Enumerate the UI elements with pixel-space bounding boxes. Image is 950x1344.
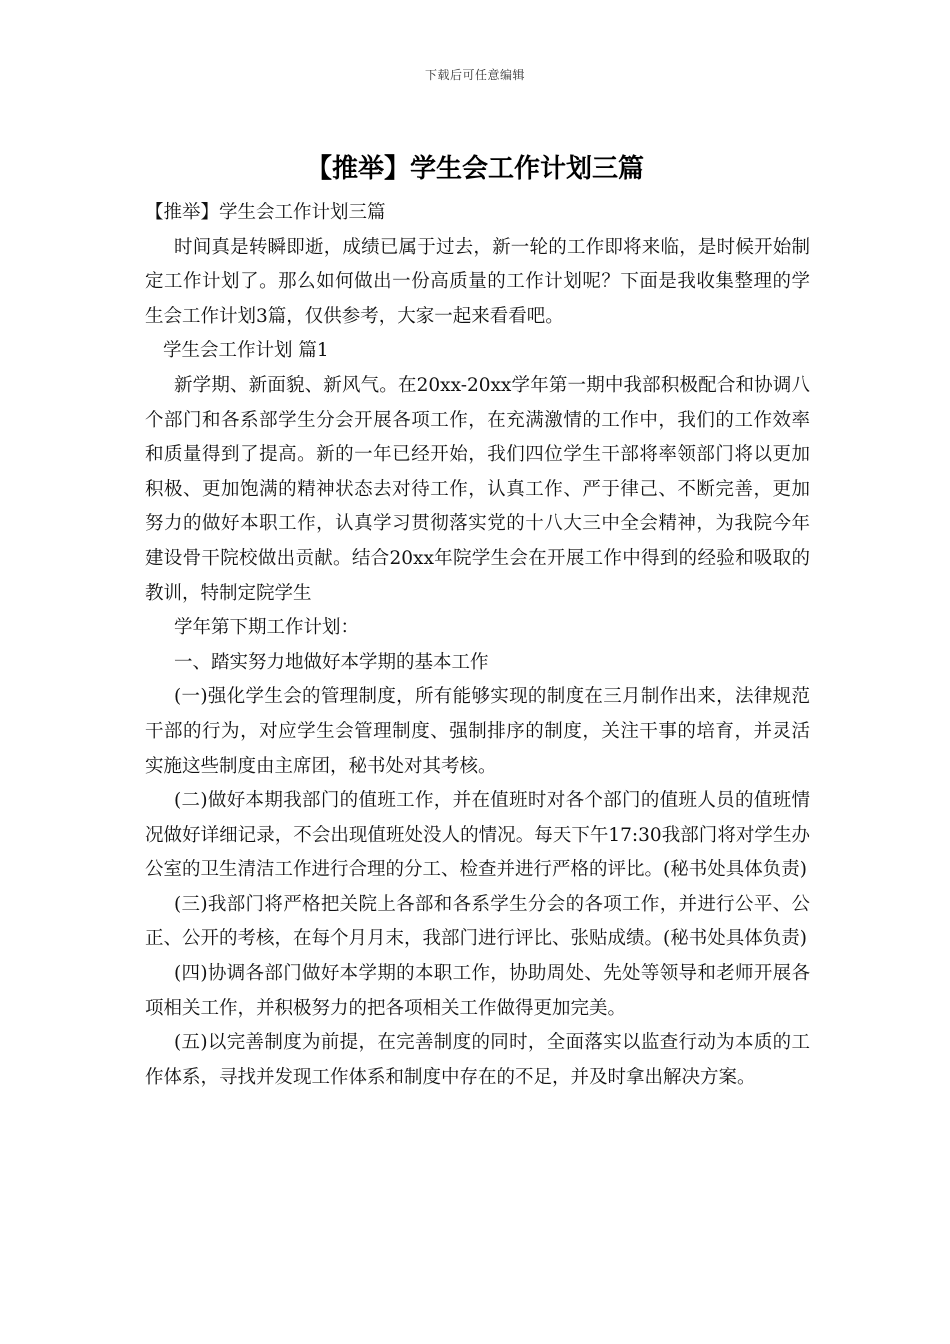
document-body bbox=[145, 196, 810, 1095]
intro-paragraph: 时间真是转瞬即逝，成绩已属于过去，新一轮的工作即将来临，是时候开始制定工作计划了。那么如何做出一份高质量的工作计划呢？下面是我收集整理的学生会工作计划3篇，仅供参考，大家一起来看看吧。 bbox=[145, 236, 810, 327]
subtitle-paragraph: 【推举】学生会工作计划三篇 bbox=[145, 202, 386, 223]
header-note: 下载后可任意编辑 bbox=[424, 68, 525, 82]
list-item: (四)协调各部门做好本学期的本职工作，协助周处、先处等领导和老师开展各项相关工作，并积极努力的把各项相关工作做得更加完美。 bbox=[145, 963, 810, 1019]
list-item: (二)做好本期我部门的值班工作，并在值班时对各个部门的值班人员的值班情况做好详细记录，不会出现值班处没人的情况。每天下午17:30我部门将对学生办公室的卫生清洁工作进行合理的分工、检查并进行严格的评比。(秘书处具体负责) bbox=[145, 790, 810, 881]
body-paragraph: 新学期、新面貌、新风气。在20xx-20xx学年第一期中我部积极配合和协调八个部门和各系部学生分会开展各项工作，在充满激情的工作中，我们的工作效率和质量得到了提高。新的一年已经开始，我们四位学生干部将率领部门将以更加积极、更加饱满的精神状态去对待工作，认真工作、严于律己、不断完善，更加努力的做好本职工作，认真学习贯彻落实党的十八大三中全会精神，为我院今年建设骨干院校做出贡献。结合20xx年院学生会在开展工作中得到的经验和吸取的教训，特制定院学生 bbox=[145, 374, 810, 604]
document-title: 【推举】学生会工作计划三篇 bbox=[305, 154, 644, 184]
section-heading: 学生会工作计划 篇1 bbox=[163, 340, 329, 362]
list-item: (五)以完善制度为前提，在完善制度的同时，全面落实以监查行动为本质的工作体系，寻找并发现工作体系和制度中存在的不足，并及时拿出解决方案。 bbox=[145, 1032, 810, 1088]
item-heading: 一、踏实努力地做好本学期的基本工作 bbox=[174, 651, 489, 673]
body-paragraph: 学年第下期工作计划： bbox=[174, 617, 360, 639]
list-item: (三)我部门将严格把关院上各部和各系学生分会的各项工作，并进行公平、公正、公开的考核，在每个月月末，我部门进行评比、张贴成绩。(秘书处具体负责) bbox=[145, 893, 810, 950]
list-item: (一)强化学生会的管理制度，所有能够实现的制度在三月制作出来，法律规范干部的行为，对应学生会管理制度、强制排序的制度，关注干事的培育，并灵活实施这些制度由主席团，秘书处对其考核。 bbox=[145, 686, 810, 777]
